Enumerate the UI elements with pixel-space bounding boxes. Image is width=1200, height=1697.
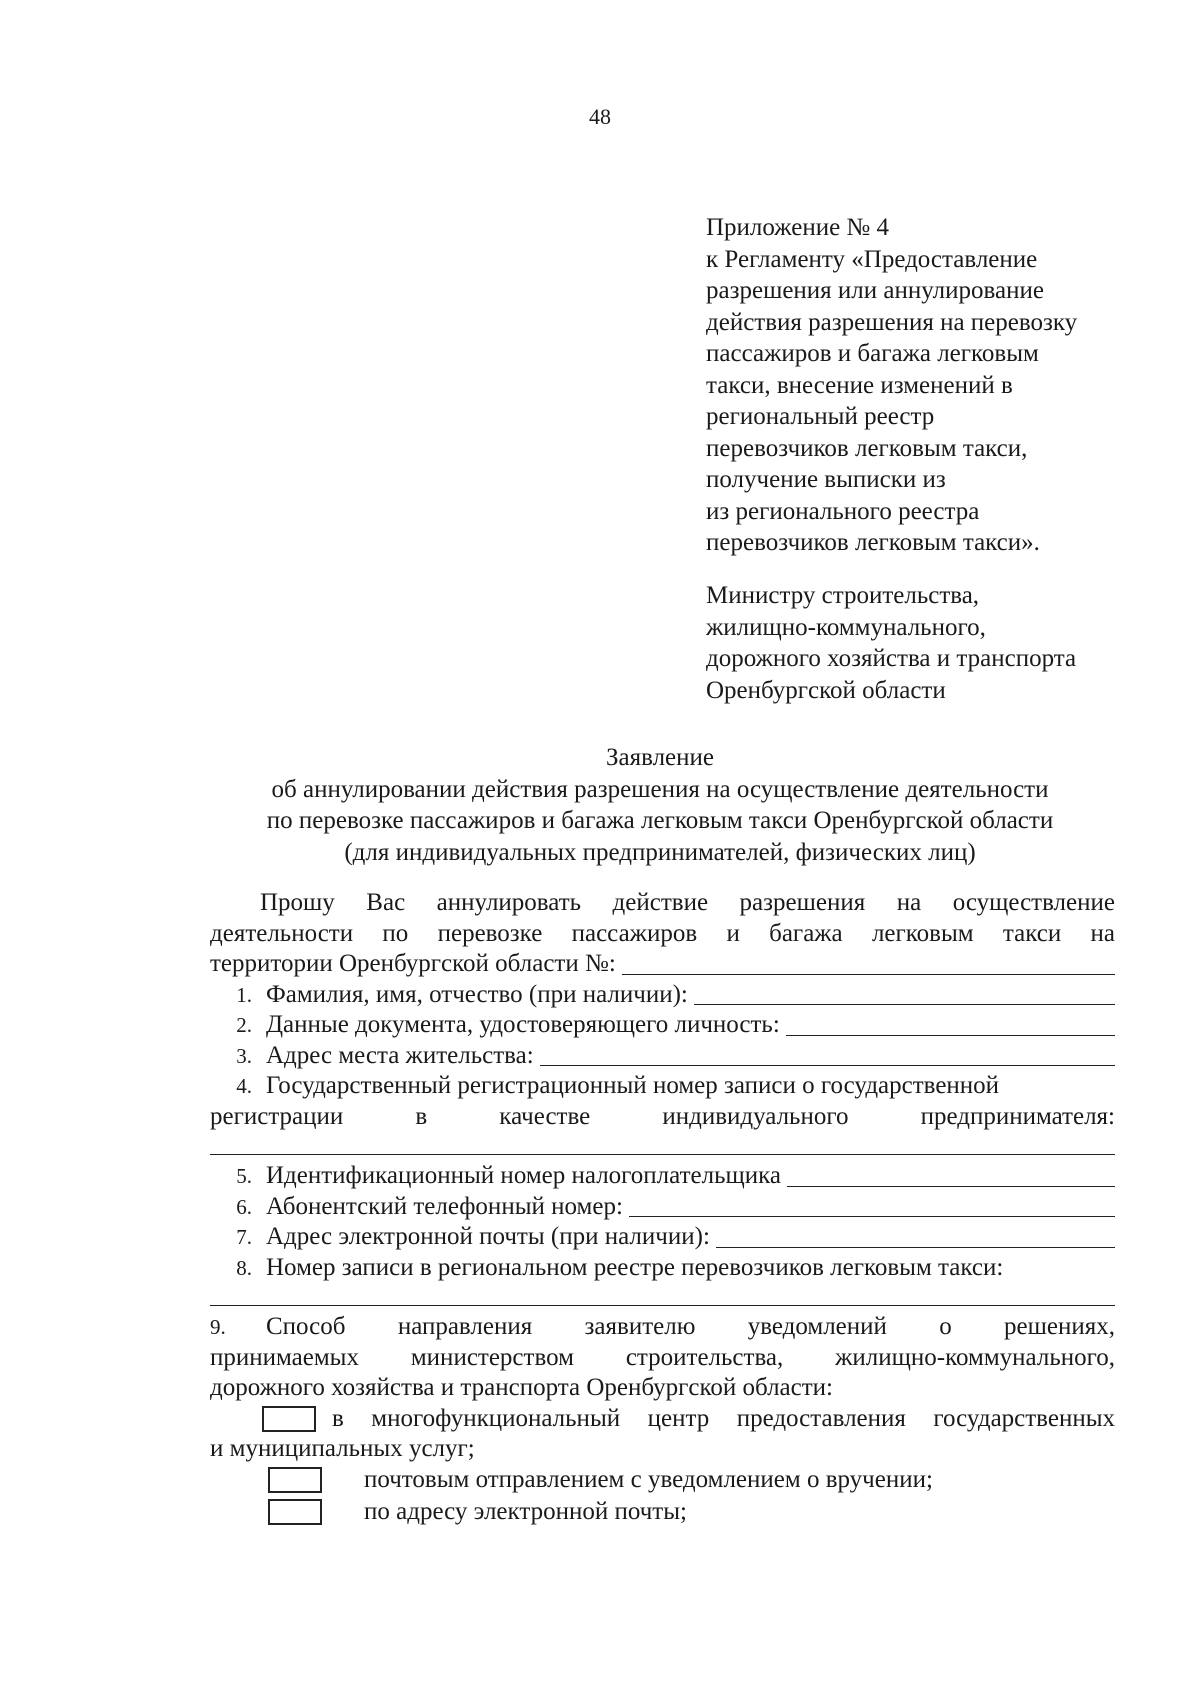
option-label-continued: и муниципальных услуг; [210, 1435, 475, 1462]
title-line: об аннулировании действия разрешения на осуществление деятельности [271, 775, 1049, 803]
addressee-line: Министру строительства, [706, 582, 980, 609]
item-row [210, 1253, 1115, 1284]
item-label: Номер записи в региональном реестре перевозчиков легковым такси: [266, 1253, 1004, 1281]
item-number: 6. [236, 1194, 252, 1219]
appendix-line: к Регламенту «Предоставление [706, 245, 1038, 273]
appendix-line: перевозчиков легковым такси, [706, 434, 1028, 462]
appendix-line: получение выписки из [706, 466, 946, 493]
item-number: 4. [236, 1074, 252, 1098]
item-label: Абонентский телефонный номер: [266, 1192, 623, 1220]
title-line: (для индивидуальных предпринимателей, физических лиц) [344, 838, 976, 866]
phone-field[interactable] [629, 1194, 1115, 1217]
item-number: 8. [236, 1255, 252, 1280]
item-row [210, 1041, 1115, 1072]
item-label: Способ направления заявителю уведомлений о решениях, [266, 1313, 1115, 1340]
item-label-continued: регистрации в качестве индивидуального предпринимателя: [210, 1102, 1115, 1130]
option-label: почтовым отправлением с уведомлением о вручении; [364, 1465, 933, 1493]
item-label: Данные документа, удостоверяющего личность: [266, 1011, 780, 1038]
addressee-block [706, 580, 1146, 706]
document-title [200, 742, 1120, 868]
appendix-line: перевозчиков легковым такси». [706, 529, 1040, 556]
appendix-block [706, 212, 1146, 559]
addressee-line: жилищно-коммунального, [706, 613, 986, 641]
item-number: 2. [236, 1013, 252, 1037]
appendix-line: из регионального реестра [706, 497, 980, 525]
full-name-field[interactable] [694, 982, 1115, 1005]
item-label: Адрес электронной почты (при наличии): [266, 1223, 710, 1250]
request-line: деятельности по перевозке пассажиров и багажа легковым такси на [210, 919, 1115, 947]
option-label: в многофункциональный центр предоставления государственных [332, 1404, 1115, 1432]
appendix-line: пассажиров и багажа легковым [706, 340, 1039, 367]
item-number: 1. [236, 982, 252, 1007]
item-row [210, 1071, 1115, 1102]
form-body [210, 888, 1115, 1528]
post-checkbox[interactable] [268, 1467, 322, 1493]
addressee-line: дорожного хозяйства и транспорта [706, 645, 1077, 672]
request-line: территории Оренбургской области №: [210, 950, 616, 977]
title-heading: Заявление [605, 744, 715, 771]
appendix-line: разрешения или аннулирование [706, 277, 1044, 304]
email-checkbox[interactable] [268, 1499, 322, 1525]
item-label-continued: дорожного хозяйства и транспорта Оренбургской области: [210, 1374, 833, 1401]
item-row [210, 980, 1115, 1011]
appendix-line: региональный реестр [706, 403, 935, 430]
item-number: 5. [236, 1164, 252, 1188]
item-row [210, 1222, 1115, 1253]
residence-address-field[interactable] [540, 1043, 1115, 1066]
item-label: Адрес места жительства: [266, 1041, 534, 1069]
item-number: 3. [236, 1043, 252, 1068]
item-label: Государственный регистрационный номер записи о государственной [266, 1072, 1000, 1099]
item-row [210, 1010, 1115, 1041]
item-label-continued: принимаемых министерством строительства, жилищно-коммунального, [210, 1343, 1115, 1371]
registry-number-field[interactable] [210, 1285, 1115, 1306]
item-row [210, 1192, 1115, 1223]
page-number: 48 [589, 104, 611, 129]
item-label: Фамилия, имя, отчество (при наличии): [266, 980, 688, 1008]
option-label: по адресу электронной почты; [364, 1498, 687, 1525]
permit-number-row [210, 949, 1115, 980]
item-label: Идентификационный номер налогоплательщика [266, 1162, 782, 1189]
appendix-line: такси, внесение изменений в [706, 371, 1013, 399]
option-post [210, 1465, 1115, 1496]
option-mfc [210, 1404, 1115, 1435]
title-line: по перевозке пассажиров и багажа легковым такси Оренбургской области [266, 807, 1054, 834]
item-number: 7. [236, 1225, 252, 1249]
permit-number-field[interactable] [622, 952, 1115, 975]
request-line: Прошу Вас аннулировать действие разрешения на осуществление [260, 889, 1115, 916]
email-field[interactable] [716, 1225, 1115, 1248]
item-number: 9. [210, 1315, 226, 1339]
registration-number-field[interactable] [210, 1134, 1115, 1155]
appendix-line: Приложение № 4 [706, 214, 890, 241]
item-row [210, 1161, 1115, 1192]
appendix-line: действия разрешения на перевозку [706, 308, 1078, 336]
option-email [210, 1497, 1115, 1528]
identity-document-field[interactable] [786, 1013, 1115, 1036]
item-row [210, 1312, 1115, 1343]
mfc-checkbox[interactable] [262, 1406, 316, 1432]
addressee-line: Оренбургской области [706, 676, 946, 704]
inn-field[interactable] [787, 1164, 1115, 1187]
